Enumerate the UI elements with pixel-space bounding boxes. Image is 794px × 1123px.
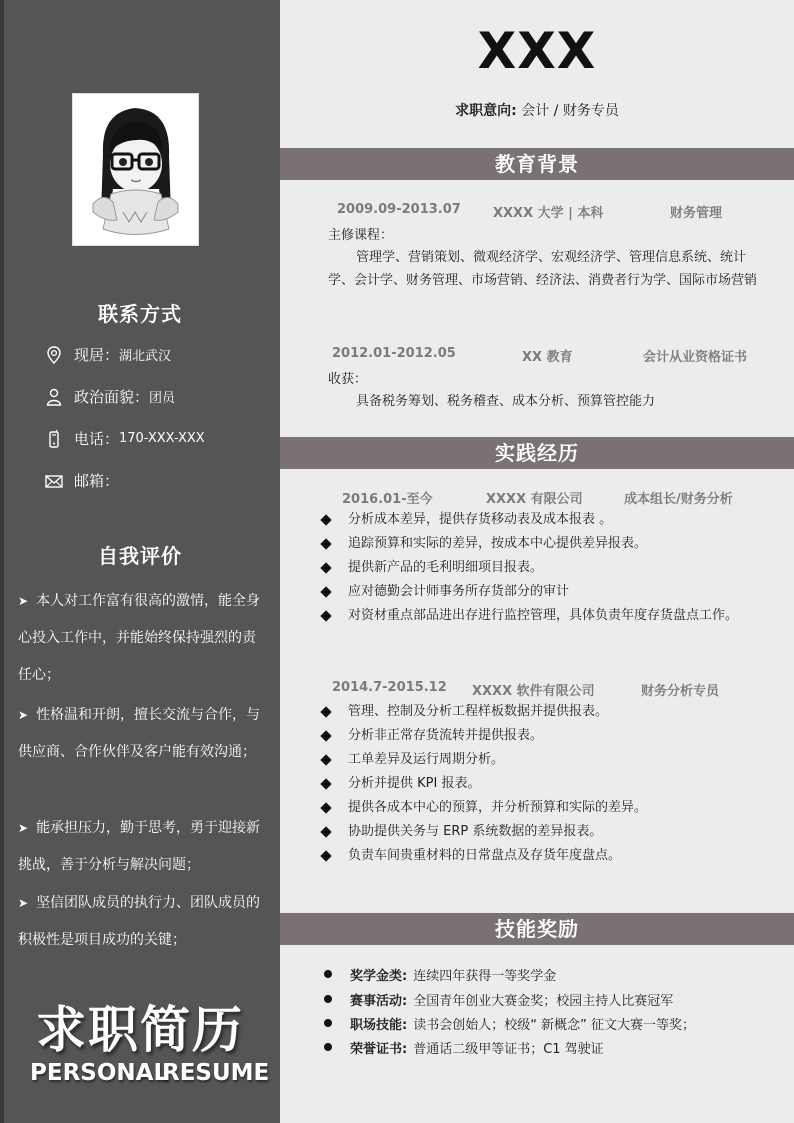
phone-value: 170-XXX-XXX <box>119 431 205 446</box>
diamond-bullet-icon <box>320 802 331 813</box>
job-1-company: XXXX 有限公司 <box>486 492 583 507</box>
self-eval-item: ➤ 本人对工作富有很高的激情，能全身心投入工作中，并能始终保持强烈的责任心； <box>18 583 268 694</box>
job-2-date: 2014.7-2015.12 <box>332 680 447 695</box>
diamond-bullet-icon <box>320 514 331 525</box>
edu-1-courses: 管理学、营销策划、微观经济学、宏观经济学、管理信息系统、统计学、会计学、财务管理、市场营销、经济法、消费者行为学、国际市场营销 <box>328 250 758 288</box>
job-2-item: 分析非正常存货流转并提供报表。 <box>320 724 750 747</box>
edu-1-date: 2009.09-2013.07 <box>337 202 461 217</box>
job-2-item: 工单差异及运行周期分析。 <box>320 748 750 771</box>
political-value: 团员 <box>149 391 176 406</box>
email-label: 邮箱： <box>74 472 120 490</box>
edu-2-gain: 具备税务筹划、税务稽查、成本分析、预算管控能力 <box>356 394 656 409</box>
arrow-bullet-icon: ➤ <box>18 896 29 910</box>
political-label: 政治面貌： <box>74 388 150 406</box>
edu-2-org: XX 教育 <box>522 350 573 365</box>
job-intent-label: 求职意向: <box>455 103 517 119</box>
circle-bullet-icon <box>324 1043 332 1051</box>
resume-sub-personal: PERSONAL <box>30 1060 169 1086</box>
practice-heading: 实践经历 <box>280 437 794 469</box>
skills-heading: 技能奖励 <box>280 913 794 945</box>
self-eval-item: ➤ 能承担压力，勤于思考，勇于迎接新挑战，善于分析与解决问题； <box>18 810 268 884</box>
job-1-role: 成本组长/财务分析 <box>624 492 733 507</box>
job-2-item: 负责车间贵重材料的日常盘点及存货年度盘点。 <box>320 844 750 867</box>
job-2-item: 协助提供关务与 ERP 系统数据的差异报表。 <box>320 820 750 843</box>
diamond-bullet-icon <box>320 538 331 549</box>
job-1-date: 2016.01-至今 <box>342 492 433 507</box>
contact-heading: 联系方式 <box>98 302 182 326</box>
circle-bullet-icon <box>324 1019 332 1027</box>
profile-photo <box>72 93 199 246</box>
edu-1-major: 财务管理 <box>670 206 723 221</box>
diamond-bullet-icon <box>320 706 331 717</box>
job-2-company: XXXX 软件有限公司 <box>472 684 595 699</box>
edu-1-org: XXXX 大学 | 本科 <box>493 206 604 221</box>
award-item: 赛事活动: 全国青年创业大赛金奖；校园主持人比赛冠军 <box>320 990 780 1009</box>
cartoon-avatar-icon <box>73 94 198 245</box>
person-icon <box>44 387 64 407</box>
sidebar <box>0 0 280 1123</box>
job-1-item: 对资材重点部品进出存进行监控管理，具体负责年度存货盘点工作。 <box>320 604 740 627</box>
job-1-item: 提供新产品的毛利明细项目报表。 <box>320 556 750 579</box>
job-2-item: 分析并提供 KPI 报表。 <box>320 772 750 795</box>
award-item: 职场技能: 读书会创始人；校级“ 新概念” 征文大赛一等奖； <box>320 1014 780 1033</box>
job-intent <box>280 100 794 120</box>
diamond-bullet-icon <box>320 754 331 765</box>
diamond-bullet-icon <box>320 778 331 789</box>
award-item: 荣誉证书: 普通话二级甲等证书；C1 驾驶证 <box>320 1038 780 1057</box>
phone-icon <box>44 429 64 449</box>
job-2-role: 财务分析专员 <box>641 684 720 699</box>
residence-label: 现居： <box>74 346 120 364</box>
diamond-bullet-icon <box>320 826 331 837</box>
self-eval-item: ➤ 性格温和开朗，擅长交流与合作，与供应商、合作伙伴及客户能有效沟通； <box>18 697 268 771</box>
circle-bullet-icon <box>324 995 332 1003</box>
self-eval-heading: 自我评价 <box>98 544 182 568</box>
contact-phone <box>44 428 205 449</box>
resume-sub-resume: RESUME <box>162 1060 270 1086</box>
award-item: 奖学金类: 连续四年获得一等奖学金 <box>320 965 780 984</box>
job-1-item: 分析成本差异，提供存货移动表及成本报表 。 <box>320 508 750 531</box>
arrow-bullet-icon: ➤ <box>18 708 29 722</box>
self-eval-item: ➤ 坚信团队成员的执行力、团队成员的积极性是项目成功的关键； <box>18 885 268 959</box>
education-heading: 教育背景 <box>280 148 794 180</box>
contact-email <box>44 470 119 491</box>
job-2-item: 提供各成本中心的预算，并分析预算和实际的差异。 <box>320 796 750 819</box>
job-2-item: 管理、控制及分析工程样板数据并提供报表。 <box>320 700 750 723</box>
phone-label: 电话： <box>74 430 120 448</box>
contact-political <box>44 386 175 407</box>
edu-2-label: 收获： <box>328 372 368 387</box>
edu-2-cert: 会计从业资格证书 <box>643 350 748 365</box>
residence-value: 湖北武汉 <box>119 349 172 364</box>
arrow-bullet-icon: ➤ <box>18 594 29 608</box>
diamond-bullet-icon <box>320 562 331 573</box>
edu-1-label: 主修课程： <box>328 228 394 243</box>
envelope-icon <box>44 471 64 491</box>
job-1-item: 应对德勤会计师事务所存货部分的审计 <box>320 580 750 603</box>
diamond-bullet-icon <box>320 850 331 861</box>
diamond-bullet-icon <box>320 610 331 621</box>
edu-2-date: 2012.01-2012.05 <box>332 346 456 361</box>
diamond-bullet-icon <box>320 730 331 741</box>
candidate-name: XXX <box>477 22 597 80</box>
resume-big-title: 求职简历 <box>36 1001 244 1059</box>
arrow-bullet-icon: ➤ <box>18 821 29 835</box>
job-1-item: 追踪预算和实际的差异，按成本中心提供差异报表。 <box>320 532 750 555</box>
diamond-bullet-icon <box>320 586 331 597</box>
location-pin-icon <box>44 345 64 365</box>
job-intent-value: 会计 / 财务专员 <box>521 103 619 119</box>
circle-bullet-icon <box>324 970 332 978</box>
contact-residence <box>44 344 171 365</box>
